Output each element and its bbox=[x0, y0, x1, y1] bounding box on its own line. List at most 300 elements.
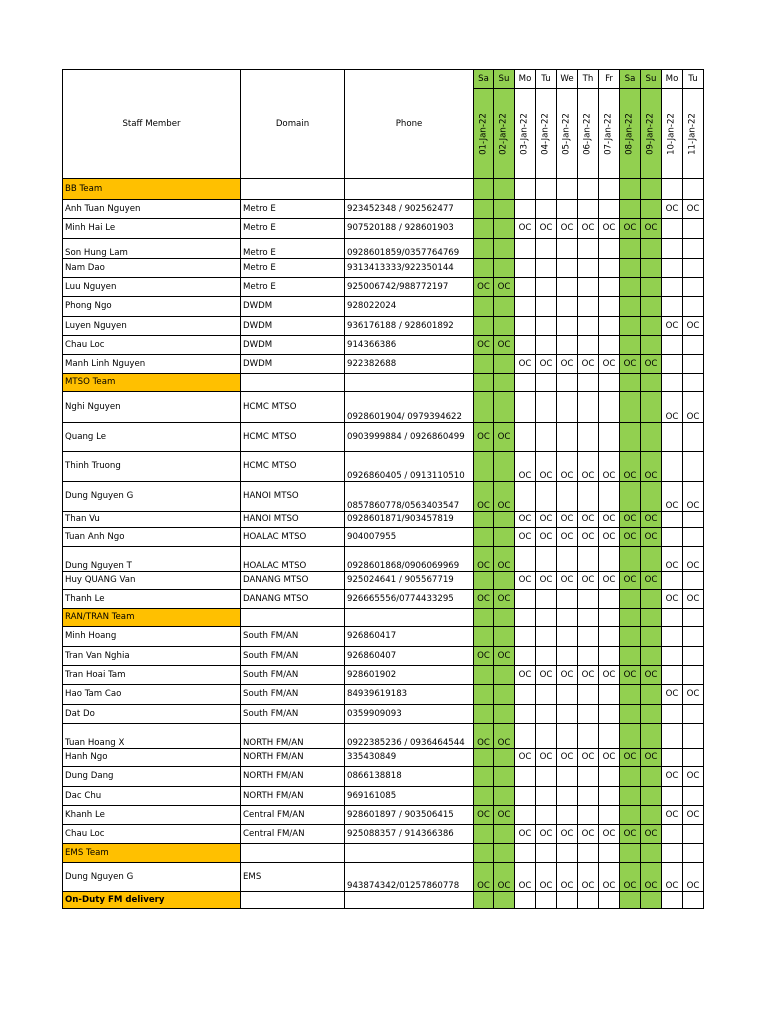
staff-phone: 928601897 / 903506415 bbox=[345, 806, 474, 825]
day-of-week: Tu bbox=[683, 70, 704, 89]
on-call-cell: OC bbox=[474, 336, 494, 355]
on-call-cell: OC bbox=[620, 863, 641, 892]
on-call-cell: OC bbox=[662, 590, 683, 609]
empty-cell bbox=[620, 844, 641, 863]
staff-name: Thinh Truong bbox=[63, 452, 241, 482]
empty-cell bbox=[474, 239, 494, 259]
on-call-cell: OC bbox=[515, 528, 536, 547]
on-call-cell: OC bbox=[474, 590, 494, 609]
staff-row bbox=[63, 392, 704, 423]
header-phone: Phone bbox=[345, 70, 474, 179]
staff-phone: 0928601868/0906069969 bbox=[345, 547, 474, 572]
empty-cell bbox=[557, 609, 578, 627]
empty-cell bbox=[641, 844, 662, 863]
staff-row bbox=[63, 749, 704, 767]
empty-cell bbox=[557, 200, 578, 219]
empty-cell bbox=[599, 200, 620, 219]
empty-cell bbox=[241, 609, 345, 627]
date-label: 07-Jan-22 bbox=[603, 112, 614, 155]
header-staff-member: Staff Member bbox=[63, 70, 241, 179]
staff-row bbox=[63, 647, 704, 666]
staff-row bbox=[63, 297, 704, 317]
empty-cell bbox=[515, 336, 536, 355]
empty-cell bbox=[557, 724, 578, 749]
empty-cell bbox=[599, 374, 620, 392]
staff-domain: HCMC MTSO bbox=[241, 392, 345, 423]
empty-cell bbox=[536, 767, 557, 787]
empty-cell bbox=[641, 685, 662, 705]
empty-cell bbox=[641, 547, 662, 572]
empty-cell bbox=[494, 666, 515, 685]
on-call-cell: OC bbox=[474, 482, 494, 512]
staff-row bbox=[63, 724, 704, 749]
on-call-cell: OC bbox=[683, 685, 704, 705]
staff-name: Tuan Hoang X bbox=[63, 724, 241, 749]
date-cell bbox=[536, 89, 557, 179]
empty-cell bbox=[662, 705, 683, 724]
staff-phone: 925006742/988772197 bbox=[345, 278, 474, 297]
on-call-cell: OC bbox=[620, 572, 641, 590]
empty-cell bbox=[474, 179, 494, 200]
empty-cell bbox=[683, 749, 704, 767]
on-call-cell: OC bbox=[515, 452, 536, 482]
empty-cell bbox=[515, 767, 536, 787]
staff-name: Tran Hoai Tam bbox=[63, 666, 241, 685]
on-call-cell: OC bbox=[474, 863, 494, 892]
on-call-cell: OC bbox=[662, 200, 683, 219]
empty-cell bbox=[662, 609, 683, 627]
on-call-cell: OC bbox=[494, 482, 515, 512]
date-cell bbox=[620, 89, 641, 179]
empty-cell bbox=[662, 844, 683, 863]
empty-cell bbox=[557, 336, 578, 355]
on-call-cell: OC bbox=[662, 685, 683, 705]
on-call-cell: OC bbox=[536, 863, 557, 892]
on-call-cell: OC bbox=[515, 666, 536, 685]
staff-name: Dat Do bbox=[63, 705, 241, 724]
on-call-cell: OC bbox=[662, 547, 683, 572]
empty-cell bbox=[599, 705, 620, 724]
empty-cell bbox=[599, 239, 620, 259]
section-row bbox=[63, 892, 704, 909]
empty-cell bbox=[515, 705, 536, 724]
staff-name: Dung Dang bbox=[63, 767, 241, 787]
on-call-cell: OC bbox=[557, 512, 578, 528]
empty-cell bbox=[620, 806, 641, 825]
on-call-cell: OC bbox=[599, 528, 620, 547]
on-call-cell: OC bbox=[641, 863, 662, 892]
staff-name: Chau Loc bbox=[63, 336, 241, 355]
on-call-cell: OC bbox=[662, 767, 683, 787]
staff-name: Huy QUANG Van bbox=[63, 572, 241, 590]
staff-domain: DANANG MTSO bbox=[241, 590, 345, 609]
empty-cell bbox=[683, 239, 704, 259]
empty-cell bbox=[515, 647, 536, 666]
empty-cell bbox=[641, 239, 662, 259]
empty-cell bbox=[662, 219, 683, 239]
on-call-cell: OC bbox=[494, 806, 515, 825]
empty-cell bbox=[536, 392, 557, 423]
empty-cell bbox=[620, 482, 641, 512]
empty-cell bbox=[474, 297, 494, 317]
empty-cell bbox=[494, 749, 515, 767]
empty-cell bbox=[620, 724, 641, 749]
staff-domain: South FM/AN bbox=[241, 627, 345, 647]
empty-cell bbox=[474, 892, 494, 909]
on-call-cell: OC bbox=[474, 423, 494, 452]
empty-cell bbox=[683, 179, 704, 200]
staff-name: Chau Loc bbox=[63, 825, 241, 844]
empty-cell bbox=[683, 374, 704, 392]
staff-phone: 928022024 bbox=[345, 297, 474, 317]
staff-name: Dung Nguyen G bbox=[63, 482, 241, 512]
empty-cell bbox=[515, 892, 536, 909]
on-call-cell: OC bbox=[599, 572, 620, 590]
empty-cell bbox=[662, 297, 683, 317]
empty-cell bbox=[494, 705, 515, 724]
on-call-cell: OC bbox=[662, 806, 683, 825]
empty-cell bbox=[578, 297, 599, 317]
date-cell bbox=[599, 89, 620, 179]
empty-cell bbox=[494, 528, 515, 547]
empty-cell bbox=[578, 200, 599, 219]
empty-cell bbox=[557, 647, 578, 666]
section-row bbox=[63, 609, 704, 627]
empty-cell bbox=[474, 452, 494, 482]
date-label: 03-Jan-22 bbox=[519, 112, 530, 155]
empty-cell bbox=[578, 547, 599, 572]
empty-cell bbox=[578, 705, 599, 724]
empty-cell bbox=[536, 547, 557, 572]
empty-cell bbox=[620, 239, 641, 259]
on-call-cell: OC bbox=[474, 647, 494, 666]
staff-domain: NORTH FM/AN bbox=[241, 724, 345, 749]
empty-cell bbox=[683, 609, 704, 627]
staff-phone: 922382688 bbox=[345, 355, 474, 374]
empty-cell bbox=[620, 317, 641, 336]
empty-cell bbox=[536, 892, 557, 909]
empty-cell bbox=[474, 219, 494, 239]
empty-cell bbox=[578, 317, 599, 336]
staff-name: Quang Le bbox=[63, 423, 241, 452]
empty-cell bbox=[599, 892, 620, 909]
empty-cell bbox=[662, 724, 683, 749]
staff-row bbox=[63, 863, 704, 892]
on-call-cell: OC bbox=[474, 724, 494, 749]
staff-domain: HCMC MTSO bbox=[241, 452, 345, 482]
date-label: 02-Jan-22 bbox=[498, 112, 509, 155]
empty-cell bbox=[599, 647, 620, 666]
on-call-cell: OC bbox=[620, 355, 641, 374]
empty-cell bbox=[557, 423, 578, 452]
empty-cell bbox=[241, 892, 345, 909]
empty-cell bbox=[620, 627, 641, 647]
empty-cell bbox=[536, 423, 557, 452]
empty-cell bbox=[620, 590, 641, 609]
empty-cell bbox=[557, 787, 578, 806]
empty-cell bbox=[683, 512, 704, 528]
empty-cell bbox=[578, 179, 599, 200]
empty-cell bbox=[536, 374, 557, 392]
empty-cell bbox=[536, 590, 557, 609]
empty-cell bbox=[599, 278, 620, 297]
empty-cell bbox=[620, 336, 641, 355]
on-call-cell: OC bbox=[620, 666, 641, 685]
section-label: MTSO Team bbox=[63, 374, 241, 392]
empty-cell bbox=[641, 317, 662, 336]
staff-phone: 0857860778/0563403547 bbox=[345, 482, 474, 512]
empty-cell bbox=[599, 724, 620, 749]
empty-cell bbox=[620, 259, 641, 278]
date-cell bbox=[641, 89, 662, 179]
staff-phone: 84939619183 bbox=[345, 685, 474, 705]
staff-phone: 969161085 bbox=[345, 787, 474, 806]
day-of-week: Mo bbox=[515, 70, 536, 89]
on-call-cell: OC bbox=[599, 512, 620, 528]
on-call-cell: OC bbox=[536, 666, 557, 685]
staff-row bbox=[63, 787, 704, 806]
on-call-cell: OC bbox=[599, 355, 620, 374]
empty-cell bbox=[557, 317, 578, 336]
empty-cell bbox=[620, 609, 641, 627]
on-call-cell: OC bbox=[683, 392, 704, 423]
empty-cell bbox=[662, 179, 683, 200]
empty-cell bbox=[683, 297, 704, 317]
on-call-cell: OC bbox=[536, 528, 557, 547]
on-call-cell: OC bbox=[662, 392, 683, 423]
empty-cell bbox=[578, 374, 599, 392]
on-call-cell: OC bbox=[515, 863, 536, 892]
empty-cell bbox=[474, 259, 494, 278]
empty-cell bbox=[620, 892, 641, 909]
empty-cell bbox=[557, 547, 578, 572]
on-call-cell: OC bbox=[620, 452, 641, 482]
empty-cell bbox=[515, 239, 536, 259]
on-call-cell: OC bbox=[557, 666, 578, 685]
staff-name: Luu Nguyen bbox=[63, 278, 241, 297]
empty-cell bbox=[641, 590, 662, 609]
empty-cell bbox=[536, 806, 557, 825]
empty-cell bbox=[515, 179, 536, 200]
on-call-cell: OC bbox=[474, 806, 494, 825]
staff-domain: Central FM/AN bbox=[241, 825, 345, 844]
section-label: RAN/TRAN Team bbox=[63, 609, 241, 627]
staff-domain: DWDM bbox=[241, 355, 345, 374]
on-call-cell: OC bbox=[557, 355, 578, 374]
staff-domain: South FM/AN bbox=[241, 685, 345, 705]
empty-cell bbox=[494, 825, 515, 844]
on-call-cell: OC bbox=[683, 806, 704, 825]
empty-cell bbox=[662, 452, 683, 482]
empty-cell bbox=[641, 297, 662, 317]
empty-cell bbox=[641, 705, 662, 724]
on-call-cell: OC bbox=[515, 512, 536, 528]
staff-phone: 926860407 bbox=[345, 647, 474, 666]
on-call-cell: OC bbox=[578, 512, 599, 528]
empty-cell bbox=[662, 528, 683, 547]
empty-cell bbox=[474, 392, 494, 423]
empty-cell bbox=[662, 259, 683, 278]
staff-phone: 0359909093 bbox=[345, 705, 474, 724]
on-call-cell: OC bbox=[599, 825, 620, 844]
on-call-cell: OC bbox=[515, 572, 536, 590]
empty-cell bbox=[515, 374, 536, 392]
empty-cell bbox=[557, 374, 578, 392]
empty-cell bbox=[641, 374, 662, 392]
empty-cell bbox=[662, 892, 683, 909]
empty-cell bbox=[557, 685, 578, 705]
empty-cell bbox=[557, 705, 578, 724]
header-row bbox=[63, 70, 704, 89]
staff-name: Manh Linh Nguyen bbox=[63, 355, 241, 374]
empty-cell bbox=[345, 609, 474, 627]
on-call-cell: OC bbox=[683, 547, 704, 572]
empty-cell bbox=[515, 685, 536, 705]
empty-cell bbox=[683, 452, 704, 482]
staff-phone: 928601902 bbox=[345, 666, 474, 685]
empty-cell bbox=[641, 724, 662, 749]
on-call-cell: OC bbox=[662, 482, 683, 512]
empty-cell bbox=[515, 423, 536, 452]
empty-cell bbox=[683, 259, 704, 278]
empty-cell bbox=[494, 374, 515, 392]
staff-domain: DWDM bbox=[241, 336, 345, 355]
date-cell bbox=[578, 89, 599, 179]
date-label: 11-Jan-22 bbox=[687, 112, 698, 155]
section-row bbox=[63, 179, 704, 200]
empty-cell bbox=[515, 482, 536, 512]
empty-cell bbox=[599, 259, 620, 278]
empty-cell bbox=[683, 278, 704, 297]
empty-cell bbox=[620, 297, 641, 317]
staff-row bbox=[63, 572, 704, 590]
empty-cell bbox=[474, 572, 494, 590]
empty-cell bbox=[515, 627, 536, 647]
on-call-cell: OC bbox=[641, 749, 662, 767]
empty-cell bbox=[494, 200, 515, 219]
empty-cell bbox=[345, 374, 474, 392]
staff-phone: 907520188 / 928601903 bbox=[345, 219, 474, 239]
on-call-cell: OC bbox=[662, 317, 683, 336]
empty-cell bbox=[662, 572, 683, 590]
empty-cell bbox=[515, 547, 536, 572]
date-cell bbox=[515, 89, 536, 179]
on-call-cell: OC bbox=[494, 724, 515, 749]
empty-cell bbox=[474, 705, 494, 724]
date-label: 01-Jan-22 bbox=[478, 112, 489, 155]
staff-row bbox=[63, 239, 704, 259]
staff-phone: 925088357 / 914366386 bbox=[345, 825, 474, 844]
empty-cell bbox=[599, 609, 620, 627]
staff-domain: HCMC MTSO bbox=[241, 423, 345, 452]
date-label: 09-Jan-22 bbox=[645, 112, 656, 155]
staff-row bbox=[63, 423, 704, 452]
empty-cell bbox=[345, 892, 474, 909]
empty-cell bbox=[641, 892, 662, 909]
date-label: 08-Jan-22 bbox=[624, 112, 635, 155]
on-call-cell: OC bbox=[578, 528, 599, 547]
empty-cell bbox=[557, 767, 578, 787]
staff-row bbox=[63, 278, 704, 297]
empty-cell bbox=[641, 482, 662, 512]
on-call-cell: OC bbox=[599, 219, 620, 239]
staff-domain: South FM/AN bbox=[241, 666, 345, 685]
on-call-cell: OC bbox=[557, 572, 578, 590]
staff-row bbox=[63, 547, 704, 572]
on-call-cell: OC bbox=[599, 666, 620, 685]
on-call-cell: OC bbox=[599, 452, 620, 482]
empty-cell bbox=[494, 685, 515, 705]
on-call-cell: OC bbox=[641, 666, 662, 685]
empty-cell bbox=[494, 219, 515, 239]
empty-cell bbox=[578, 767, 599, 787]
staff-name: Minh Hai Le bbox=[63, 219, 241, 239]
on-call-cell: OC bbox=[536, 219, 557, 239]
on-call-cell: OC bbox=[683, 590, 704, 609]
staff-row bbox=[63, 482, 704, 512]
staff-row bbox=[63, 259, 704, 278]
empty-cell bbox=[515, 844, 536, 863]
empty-cell bbox=[536, 200, 557, 219]
on-call-cell: OC bbox=[641, 528, 662, 547]
on-call-cell: OC bbox=[578, 863, 599, 892]
empty-cell bbox=[599, 297, 620, 317]
staff-phone: 0928601904/ 0979394622 bbox=[345, 392, 474, 423]
staff-row bbox=[63, 825, 704, 844]
date-cell bbox=[662, 89, 683, 179]
empty-cell bbox=[662, 239, 683, 259]
empty-cell bbox=[494, 844, 515, 863]
on-call-cell: OC bbox=[494, 547, 515, 572]
on-call-cell: OC bbox=[578, 825, 599, 844]
on-call-cell: OC bbox=[474, 547, 494, 572]
on-call-cell: OC bbox=[620, 825, 641, 844]
empty-cell bbox=[599, 423, 620, 452]
empty-cell bbox=[474, 825, 494, 844]
empty-cell bbox=[683, 844, 704, 863]
staff-row bbox=[63, 512, 704, 528]
section-label: BB Team bbox=[63, 179, 241, 200]
staff-name: Hao Tam Cao bbox=[63, 685, 241, 705]
staff-name: Nghi Nguyen bbox=[63, 392, 241, 423]
empty-cell bbox=[683, 647, 704, 666]
empty-cell bbox=[515, 806, 536, 825]
empty-cell bbox=[578, 392, 599, 423]
empty-cell bbox=[557, 590, 578, 609]
empty-cell bbox=[599, 590, 620, 609]
empty-cell bbox=[578, 482, 599, 512]
staff-domain: NORTH FM/AN bbox=[241, 749, 345, 767]
section-label: On-Duty FM delivery bbox=[63, 892, 241, 909]
day-of-week: Su bbox=[494, 70, 515, 89]
staff-name: Anh Tuan Nguyen bbox=[63, 200, 241, 219]
staff-name: Hanh Ngo bbox=[63, 749, 241, 767]
empty-cell bbox=[515, 317, 536, 336]
staff-phone: 943874342/01257860778 bbox=[345, 863, 474, 892]
empty-cell bbox=[536, 179, 557, 200]
on-call-cell: OC bbox=[557, 219, 578, 239]
on-call-cell: OC bbox=[641, 825, 662, 844]
staff-name: Son Hung Lam bbox=[63, 239, 241, 259]
staff-domain: Metro E bbox=[241, 219, 345, 239]
staff-name: Nam Dao bbox=[63, 259, 241, 278]
on-call-cell: OC bbox=[641, 219, 662, 239]
staff-row bbox=[63, 705, 704, 724]
staff-phone: 925024641 / 905567719 bbox=[345, 572, 474, 590]
date-label: 04-Jan-22 bbox=[540, 112, 551, 155]
staff-domain: Metro E bbox=[241, 278, 345, 297]
empty-cell bbox=[641, 647, 662, 666]
